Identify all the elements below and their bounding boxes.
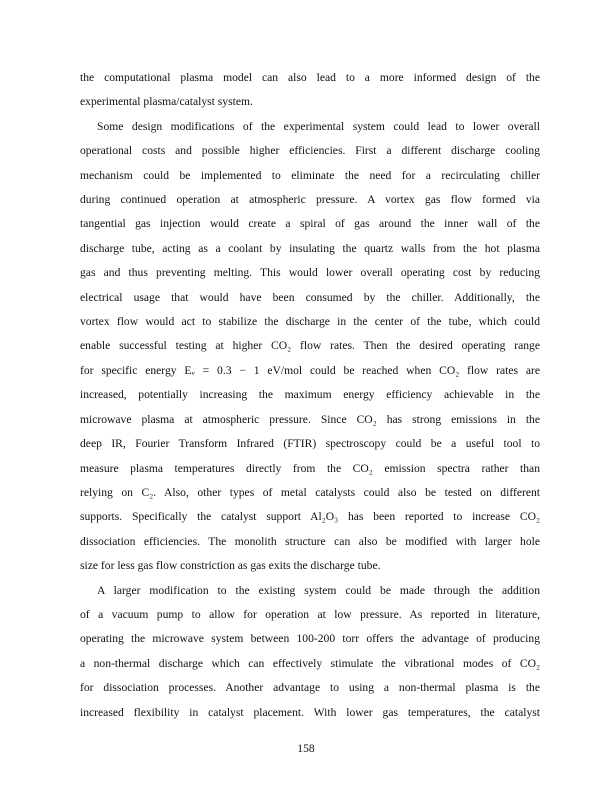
- text-line: gas and thus preventing melting. This would lower overall operating cost by reducing: [80, 266, 540, 280]
- text-line: vortex flow would act to stabilize the discharge in the center of the tube, which could: [80, 315, 540, 329]
- text-line: mechanism could be implemented to eliminate the need for a recirculating chiller: [80, 168, 540, 182]
- text-line: size for less gas flow constriction as gas exits the discharge tube.: [80, 559, 381, 573]
- text-line: enable successful testing at higher CO₂ flow rates. Then the desired operating range: [80, 339, 540, 353]
- text-line: for specific energy Eᵥ = 0.3 − 1 eV/mol could be reached when CO₂ flow rates are: [80, 363, 540, 377]
- text-line: the computational plasma model can also lead to a more informed design of the: [80, 71, 540, 84]
- text-line: operational costs and possible higher efficiencies. First a different discharge cooling: [80, 144, 540, 158]
- text-line: A larger modification to the existing system could be made through the addition: [97, 583, 540, 597]
- text-line: for dissociation processes. Another advantage to using a non-thermal plasma is the: [80, 681, 540, 695]
- text-line: electrical usage that would have been consumed by the chiller. Additionally, the: [80, 290, 540, 304]
- text-line: relying on C₂. Also, other types of metal catalysts could also be tested on different: [80, 485, 540, 499]
- text-line: increased flexibility in catalyst placement. With lower gas temperatures, the catalyst: [80, 705, 540, 719]
- text-line: discharge tube, acting as a coolant by insulating the quartz walls from the hot plasma: [80, 241, 540, 255]
- text-line: tangential gas injection would create a spiral of gas around the inner wall of the: [80, 217, 540, 231]
- text-line: microwave plasma at atmospheric pressure. Since CO₂ has strong emissions in the: [80, 412, 540, 426]
- text-line: measure plasma temperatures directly from the CO₂ emission spectra rather than: [80, 461, 540, 475]
- text-line: of a vacuum pump to allow for operation at low pressure. As reported in literature,: [80, 607, 540, 621]
- body-text: [80, 66, 540, 725]
- text-line: a non-thermal discharge which can effectively stimulate the vibrational modes of CO₂: [80, 656, 540, 670]
- text-line: Some design modifications of the experimental system could lead to lower overall: [97, 119, 540, 133]
- text-line: during continued operation at atmospheric pressure. A vortex gas flow formed via: [80, 193, 540, 207]
- text-line: supports. Specifically the catalyst support Al₂O₃ has been reported to increase CO₂: [80, 510, 540, 524]
- text-line: deep IR, Fourier Transform Infrared (FTIR) spectroscopy could be a useful tool to: [80, 437, 540, 451]
- page-number: 158: [297, 742, 315, 755]
- text-line: experimental plasma/catalyst system.: [80, 95, 253, 109]
- text-line: dissociation efficiencies. The monolith structure can also be modified with larger hole: [80, 534, 540, 548]
- text-line: operating the microwave system between 100-200 torr offers the advantage of producing: [80, 632, 540, 646]
- text-line: increased, potentially increasing the maximum energy efficiency achievable in the: [80, 388, 540, 402]
